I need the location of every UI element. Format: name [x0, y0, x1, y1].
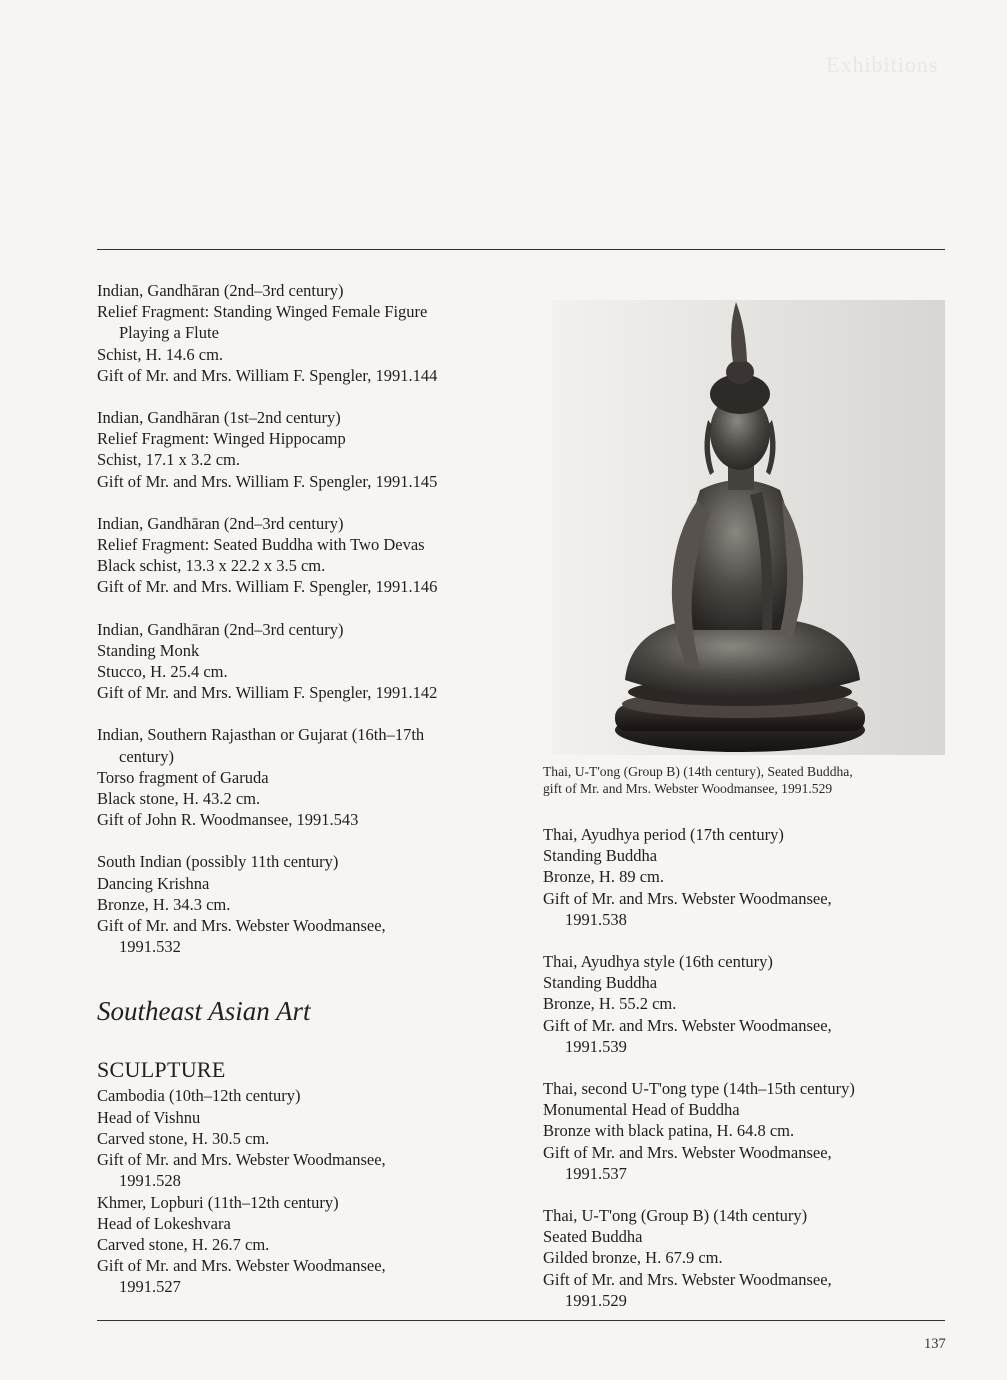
entry-line: Monumental Head of Buddha [543, 1100, 740, 1120]
entry-line-indented: 1991.532 [119, 937, 181, 957]
entry-line: Standing Monk [97, 640, 200, 660]
entry-line: Indian, Gandhāran (2nd–3rd century) [97, 281, 344, 300]
subsection-title: SCULPTURE [97, 1057, 226, 1083]
caption-line: Thai, U-T'ong (Group B) (14th century), Seated Buddha, [543, 764, 853, 779]
entry-line: Indian, Gandhāran (1st–2nd century) [97, 408, 341, 428]
catalog-entry [543, 1205, 948, 1311]
entry-line: Bronze, H. 34.3 cm. [97, 894, 231, 914]
entry-line: Indian, Gandhāran (2nd–3rd century) [97, 619, 344, 639]
sculpture-entries [97, 1085, 517, 1297]
entry-line: Gift of Mr. and Mrs. William F. Spengler, 1991.145 [97, 471, 438, 491]
entry-line: Dancing Krishna [97, 873, 210, 893]
entry-line: Gift of Mr. and Mrs. Webster Woodmansee, [97, 1150, 386, 1170]
entry-line: Black schist, 13.3 x 22.2 x 3.5 cm. [97, 556, 326, 576]
entry-line: Gift of Mr. and Mrs. William F. Spengler, 1991.144 [97, 365, 438, 385]
entry-line: Gift of Mr. and Mrs. William F. Spengler, 1991.142 [97, 683, 438, 703]
entry-line: Gift of Mr. and Mrs. Webster Woodmansee, [543, 1142, 832, 1162]
entry-line: Cambodia (10th–12th century) [97, 1086, 301, 1106]
catalog-entry [97, 724, 517, 830]
entry-line: Gift of John R. Woodmansee, 1991.543 [97, 810, 359, 830]
entry-line: Gift of Mr. and Mrs. William F. Spengler, 1991.146 [97, 577, 438, 597]
entry-line: Stucco, H. 25.4 cm. [97, 662, 228, 682]
entry-line: Gift of Mr. and Mrs. Webster Woodmansee, [97, 916, 386, 936]
entry-line: Relief Fragment: Seated Buddha with Two Devas [97, 535, 425, 555]
buddha-illustration [540, 300, 945, 755]
top-rule [97, 249, 945, 250]
entry-line: Black stone, H. 43.2 cm. [97, 789, 261, 809]
catalog-entry [97, 619, 517, 704]
entry-line-indented: 1991.537 [565, 1163, 627, 1183]
entry-line: Gift of Mr. and Mrs. Webster Woodmansee, [543, 1269, 832, 1289]
entry-line: Head of Lokeshvara [97, 1213, 231, 1233]
entry-line: Thai, Ayudhya period (17th century) [543, 825, 784, 844]
seated-buddha-photo [540, 300, 945, 755]
entry-line-indented: 1991.527 [119, 1277, 181, 1297]
entry-line: Torso fragment of Garuda [97, 767, 269, 787]
entry-line: South Indian (possibly 11th century) [97, 852, 339, 872]
entry-line-indented: Playing a Flute [119, 323, 219, 343]
entry-line-indented: century) [119, 746, 174, 766]
entry-line-indented: 1991.539 [565, 1036, 627, 1056]
entry-line: Relief Fragment: Standing Winged Female Figure [97, 302, 428, 322]
entry-line: Indian, Gandhāran (2nd–3rd century) [97, 513, 344, 533]
right-column [543, 824, 948, 1332]
entry-line: Khmer, Lopburi (11th–12th century) [97, 1192, 339, 1212]
catalog-entry [97, 513, 517, 598]
catalog-entry [543, 951, 948, 1057]
entry-line: Carved stone, H. 30.5 cm. [97, 1128, 270, 1148]
photo-caption [543, 763, 953, 797]
catalog-entry [97, 851, 517, 957]
entry-line: Bronze, H. 55.2 cm. [543, 994, 677, 1014]
entry-line: Head of Vishnu [97, 1107, 201, 1127]
catalog-entry [97, 1085, 517, 1191]
entry-line: Gift of Mr. and Mrs. Webster Woodmansee, [97, 1256, 386, 1276]
entry-line: Thai, Ayudhya style (16th century) [543, 952, 773, 972]
entry-line: Thai, second U-T'ong type (14th–15th century) [543, 1079, 855, 1099]
entry-line-indented: 1991.528 [119, 1171, 181, 1191]
page-number: 137 [924, 1336, 946, 1352]
entry-line-indented: 1991.529 [565, 1290, 627, 1310]
entry-line: Standing Buddha [543, 846, 658, 866]
entry-line: Relief Fragment: Winged Hippocamp [97, 429, 346, 449]
entry-line: Carved stone, H. 26.7 cm. [97, 1234, 270, 1254]
section-title: Southeast Asian Art [97, 996, 311, 1027]
entry-line: Gift of Mr. and Mrs. Webster Woodmansee, [543, 888, 832, 908]
entry-line: Standing Buddha [543, 973, 658, 993]
catalog-entry [97, 280, 517, 386]
entry-line: Seated Buddha [543, 1227, 643, 1247]
entry-line-indented: 1991.538 [565, 909, 627, 929]
indian-entries [97, 280, 517, 957]
catalog-entry [97, 407, 517, 492]
entry-line: Schist, 17.1 x 3.2 cm. [97, 450, 240, 470]
catalog-entry [97, 1192, 517, 1298]
bottom-rule [97, 1320, 945, 1321]
caption-line: gift of Mr. and Mrs. Webster Woodmansee, 1991.529 [543, 781, 833, 796]
left-column [97, 280, 517, 1298]
faint-header-bleed: Exhibitions [826, 52, 939, 77]
entry-line: Bronze with black patina, H. 64.8 cm. [543, 1121, 795, 1141]
entry-line: Thai, U-T'ong (Group B) (14th century) [543, 1206, 808, 1226]
thai-entries [543, 824, 948, 1311]
entry-line: Schist, H. 14.6 cm. [97, 344, 224, 364]
entry-line: Bronze, H. 89 cm. [543, 867, 664, 887]
entry-line: Gift of Mr. and Mrs. Webster Woodmansee, [543, 1015, 832, 1035]
entry-line: Indian, Southern Rajasthan or Gujarat (16th–17th [97, 725, 425, 745]
catalog-entry [543, 824, 948, 930]
catalog-entry [543, 1078, 948, 1184]
entry-line: Gilded bronze, H. 67.9 cm. [543, 1248, 723, 1268]
